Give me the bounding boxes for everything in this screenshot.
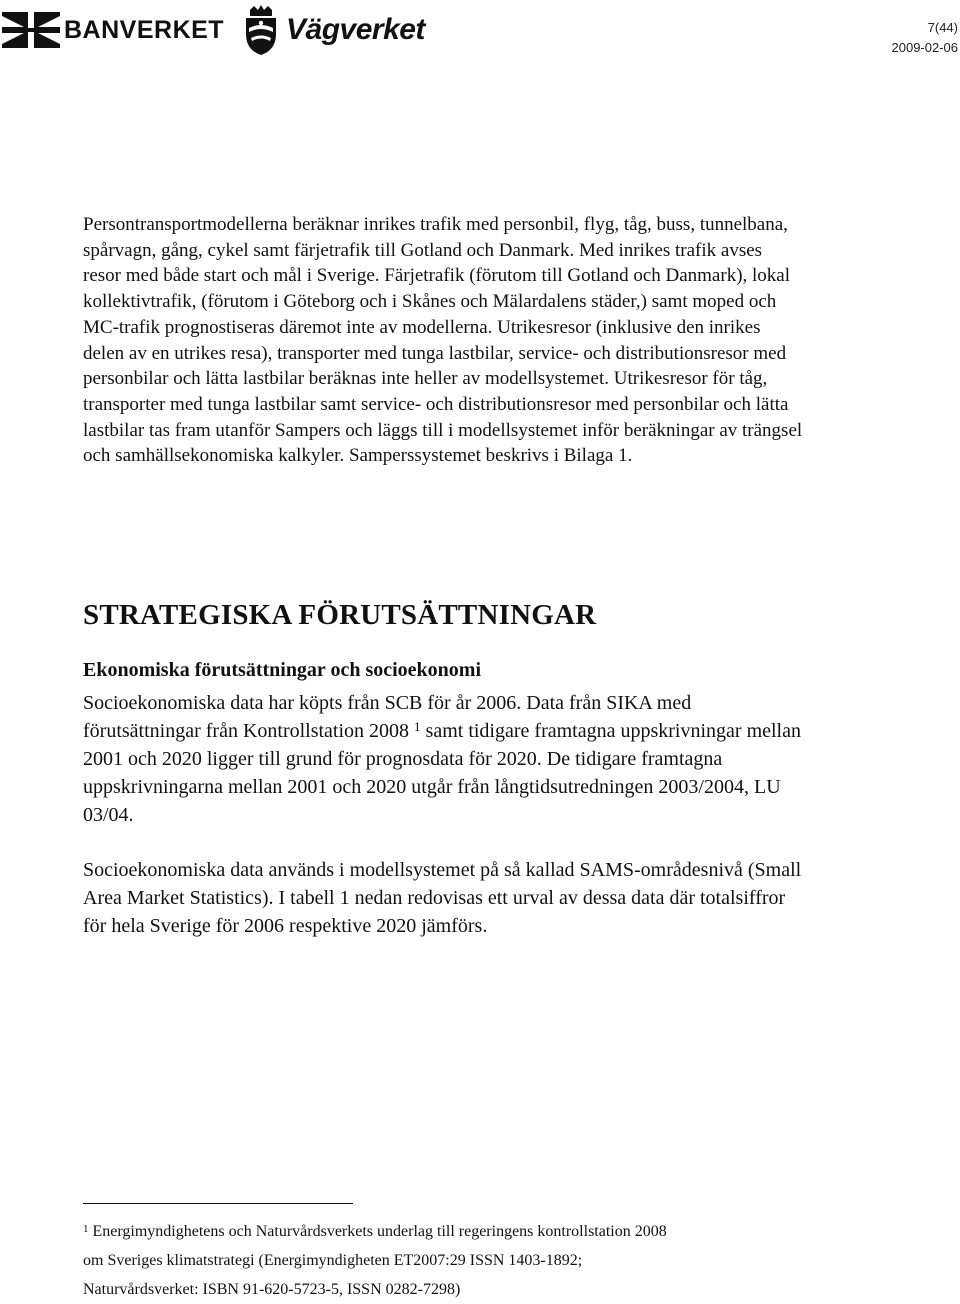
footnote-divider	[83, 1203, 353, 1204]
document-date: 2009-02-06	[891, 40, 958, 55]
intro-paragraph: Persontransportmodellerna beräknar inrikes trafik med personbil, flyg, tåg, buss, tunnelbana, spårvagn, gång, cykel samt färjetrafik till Gotland och Danmark. Med inrikes trafik avses resor med både start och mål i Sverige. Färjetrafik (förutom till Gotland och Danmark), lokal kollektivtrafik, (förutom i Göteborg och i Skånes och Mälardalens städer,) samt moped och MC-trafik prognostiseras däremot inte av modellerna. Utrikesresor (inklusive den inrikes delen av en utrikes resa), transporter med tunga lastbilar, service- och distributionsresor med personbilar och lätta lastbilar beräknas inte heller av modellsystemet. Utrikesresor för tåg, transporter med tunga lastbilar samt service- och distributionsresor med personbilar och lätta lastbilar tas fram utanför Sampers och läggs till i modellsystemet inför beräkningar av trängsel och samhällsekonomiska kalkyler. Samperssystemet beskrivs i Bilaga 1.	[83, 214, 803, 467]
banverket-wordmark: BANVERKET	[64, 15, 225, 44]
footnote-line-1: Energimyndighetens och Naturvårdsverkets underlag till regeringens kontrollstation 2008	[92, 1223, 667, 1240]
vagverket-logo	[242, 2, 425, 58]
footnote-line-3: Naturvårdsverket: ISBN 91-620-5723-5, ISSN 0282-7298)	[83, 1281, 461, 1298]
paragraph-text-part2: samt tidigare framtagna uppskrivningar mellan 2001 och 2020 ligger till grund för prognosdata för 2020. De tidigare framtagna uppskrivningarna mellan 2001 och 2020 utgår från långtidsutredningen 2003/2004, LU 03/04.	[83, 720, 801, 826]
footnote-marker: 1	[83, 1223, 89, 1235]
section-heading: STRATEGISKA FÖRUTSÄTTNINGAR	[83, 599, 597, 631]
page-number: 7(44)	[927, 20, 958, 35]
vagverket-crest-icon	[242, 4, 280, 56]
banverket-logo	[2, 10, 224, 50]
page-header	[0, 0, 960, 60]
page-meta	[892, 18, 959, 58]
vagverket-wordmark: Vägverket	[286, 13, 425, 46]
footnote-reference[interactable]: 1	[414, 719, 421, 734]
socioeconomic-paragraph	[83, 689, 803, 829]
subsection-heading: Ekonomiska förutsättningar och socioekonomi	[83, 659, 482, 681]
sams-paragraph: Socioekonomiska data används i modellsystemet på så kallad SAMS-områdesnivå (Small Area Market Statistics). I tabell 1 nedan redovisas ett urval av dessa data där totalsiffror för hela Sverige för 2006 respektive 2020 jämförs.	[83, 859, 802, 937]
paragraph-text-part1: Socioekonomiska data har köpts från SCB för år 2006. Data från SIKA med förutsättningar från Kontrollstation 2008	[83, 692, 692, 742]
banverket-flag-icon	[2, 12, 60, 48]
footnote-line-2: om Sveriges klimatstrategi (Energimyndigheten ET2007:29 ISSN 1403-1892;	[83, 1252, 583, 1269]
footnote	[83, 1217, 843, 1304]
